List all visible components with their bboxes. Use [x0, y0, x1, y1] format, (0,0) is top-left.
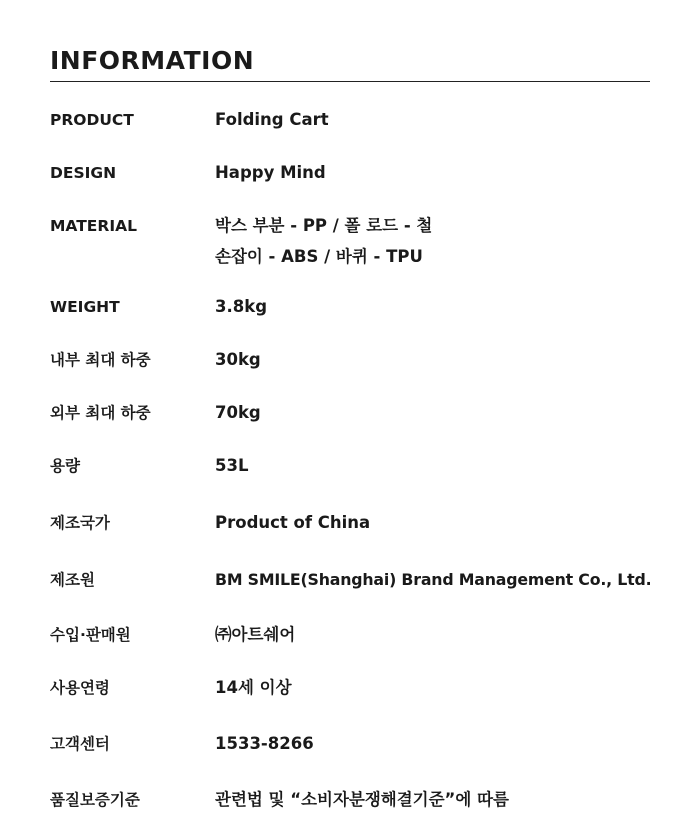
row-label: DESIGN	[50, 164, 117, 182]
row-value: 3.8kg	[215, 297, 268, 316]
row-value: BM SMILE(Shanghai) Brand Management Co., Ltd.	[215, 570, 652, 589]
row-value: 30kg	[215, 350, 261, 369]
row-value: 53L	[215, 456, 249, 475]
row-value: Product of China	[215, 513, 371, 532]
row-label: 용량	[50, 457, 80, 475]
row-label: WEIGHT	[50, 298, 120, 316]
row-label: 사용연령	[50, 679, 110, 697]
row-label: 내부 최대 하중	[50, 351, 151, 369]
row-label: MATERIAL	[50, 217, 137, 235]
row-label: 제조국가	[50, 514, 110, 532]
row-label: 품질보증기준	[50, 791, 140, 809]
row-value-line: 손잡이 - ABS / 바퀴 - TPU	[215, 247, 423, 266]
section-title: INFORMATION	[50, 46, 255, 75]
row-value: 관련법 및 “소비자분쟁해결기준”에 따름	[215, 790, 509, 809]
row-label: 제조원	[50, 571, 95, 589]
row-value: Folding Cart	[215, 110, 329, 129]
row-label: 고객센터	[50, 735, 110, 753]
row-label: PRODUCT	[50, 111, 134, 129]
row-label: 수입·판매원	[50, 626, 131, 644]
row-value: 1533-8266	[215, 734, 314, 753]
row-value: 70kg	[215, 403, 261, 422]
row-value-line: 박스 부분 - PP / 폴 로드 - 철	[215, 216, 433, 235]
row-value	[215, 216, 432, 267]
row-value: Happy Mind	[215, 163, 326, 182]
title-divider	[50, 81, 650, 82]
row-value: 14세 이상	[215, 678, 292, 697]
row-value: ㈜아트쉐어	[215, 625, 296, 644]
row-label: 외부 최대 하중	[50, 404, 151, 422]
